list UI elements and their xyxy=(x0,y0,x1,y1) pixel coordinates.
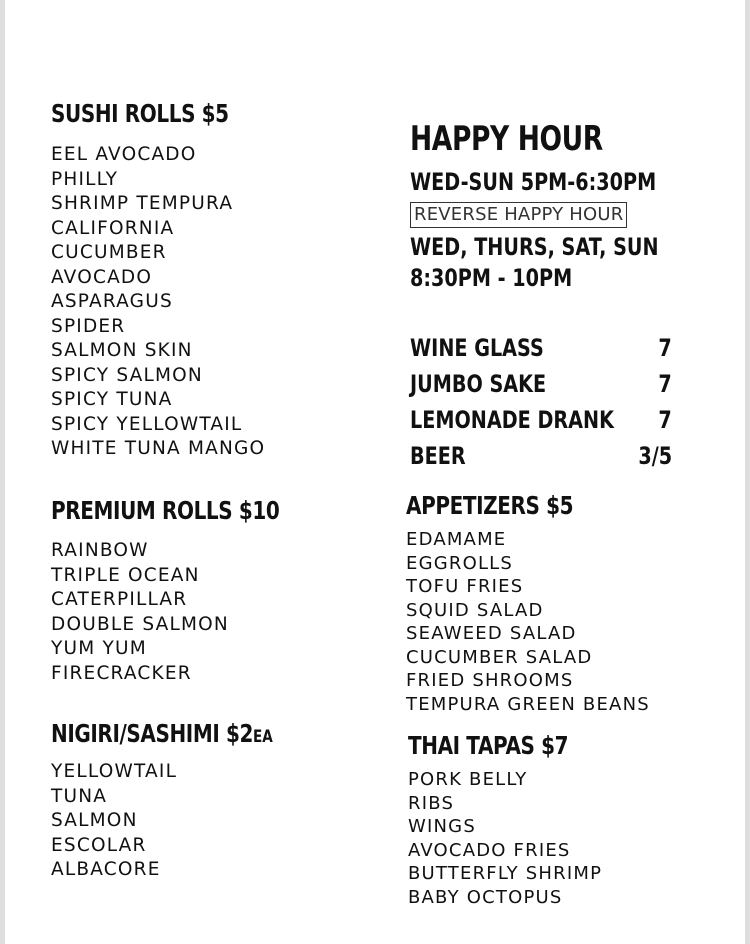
sushi-rolls-heading: SUSHI ROLLS $5 xyxy=(51,99,229,128)
drink-price: 3/5 xyxy=(638,442,672,470)
reverse-happy-hour-times: 8:30PM - 10PM xyxy=(410,264,573,292)
nigiri-item: YELLOWTAIL xyxy=(51,761,178,782)
appetizer-item: SEAWEED SALAD xyxy=(406,623,577,644)
drink-price: 7 xyxy=(658,370,672,398)
nigiri-heading xyxy=(51,721,273,746)
thai-tapas-item: BUTTERFLY SHRIMP xyxy=(408,863,603,884)
sushi-roll-item: AVOCADO xyxy=(51,266,153,288)
drink-name: LEMONADE DRANK xyxy=(410,406,614,434)
drink-name: BEER xyxy=(410,442,466,470)
nigiri-item: TUNA xyxy=(51,785,108,807)
happy-hour-title: HAPPY HOUR xyxy=(410,119,603,159)
drink-price: 7 xyxy=(658,406,672,434)
thai-tapas-item: RIBS xyxy=(408,792,455,814)
reverse-happy-hour-label: REVERSE HAPPY HOUR xyxy=(410,202,627,228)
nigiri-list xyxy=(51,760,177,883)
drink-row xyxy=(410,440,672,476)
appetizer-item: SQUID SALAD xyxy=(406,599,544,621)
sushi-roll-item: SPIDER xyxy=(51,315,126,337)
reverse-happy-hour-days: WED, THURS, SAT, SUN xyxy=(410,233,659,261)
drink-row xyxy=(410,332,672,368)
drink-price: 7 xyxy=(658,334,672,362)
sushi-roll-item: WHITE TUNA MANGO xyxy=(51,438,266,459)
happy-hour-times: WED-SUN 5PM-6:30PM xyxy=(410,168,657,196)
drink-name: JUMBO SAKE xyxy=(410,370,547,398)
premium-roll-item: CATERPILLAR xyxy=(51,589,188,610)
sushi-rolls-list xyxy=(51,143,265,462)
thai-tapas-item: AVOCADO FRIES xyxy=(408,839,571,861)
menu-page xyxy=(5,0,745,944)
premium-roll-item: YUM YUM xyxy=(51,638,147,659)
sushi-roll-item: EEL AVOCADO xyxy=(51,144,197,165)
sushi-roll-item: ASPARAGUS xyxy=(51,291,173,312)
thai-tapas-item: BABY OCTOPUS xyxy=(408,886,563,908)
appetizer-item: TEMPURA GREEN BEANS xyxy=(406,693,650,715)
premium-rolls-list xyxy=(51,539,229,686)
nigiri-item: SALMON xyxy=(51,810,138,831)
appetizer-item: EGGROLLS xyxy=(406,552,514,574)
nigiri-item: ALBACORE xyxy=(51,859,161,880)
drink-name: WINE GLASS xyxy=(410,334,544,362)
sushi-roll-item: SHRIMP TEMPURA xyxy=(51,193,234,214)
thai-tapas-item: WINGS xyxy=(408,816,476,837)
thai-tapas-item: PORK BELLY xyxy=(408,769,528,790)
sushi-roll-item: SPICY YELLOWTAIL xyxy=(51,413,243,435)
premium-roll-item: TRIPLE OCEAN xyxy=(51,564,200,586)
nigiri-item: ESCOLAR xyxy=(51,834,147,856)
appetizer-item: EDAMAME xyxy=(406,529,507,550)
drink-row xyxy=(410,368,672,404)
nigiri-heading-suffix: EA xyxy=(253,727,273,747)
nigiri-heading-main: NIGIRI/SASHIMI $2 xyxy=(51,719,253,748)
premium-roll-item: RAINBOW xyxy=(51,540,149,561)
appetizer-item: FRIED SHROOMS xyxy=(406,670,574,691)
sushi-roll-item: CUCUMBER xyxy=(51,242,167,263)
premium-roll-item: DOUBLE SALMON xyxy=(51,613,229,635)
appetizer-item: CUCUMBER SALAD xyxy=(406,646,593,668)
drink-row xyxy=(410,404,672,440)
premium-rolls-heading: PREMIUM ROLLS $10 xyxy=(51,496,280,525)
premium-roll-item: FIRECRACKER xyxy=(51,662,192,684)
drinks-list xyxy=(410,332,672,476)
sushi-roll-item: CALIFORNIA xyxy=(51,217,175,239)
thai-tapas-list xyxy=(408,768,602,909)
sushi-roll-item: SPICY SALMON xyxy=(51,364,203,386)
sushi-roll-item: SALMON SKIN xyxy=(51,340,193,361)
sushi-roll-item: PHILLY xyxy=(51,168,119,190)
sushi-roll-item: SPICY TUNA xyxy=(51,389,173,410)
appetizer-item: TOFU FRIES xyxy=(406,576,524,597)
appetizers-list xyxy=(406,528,650,716)
thai-tapas-heading: THAI TAPAS $7 xyxy=(408,731,569,760)
appetizers-heading: APPETIZERS $5 xyxy=(406,491,574,520)
